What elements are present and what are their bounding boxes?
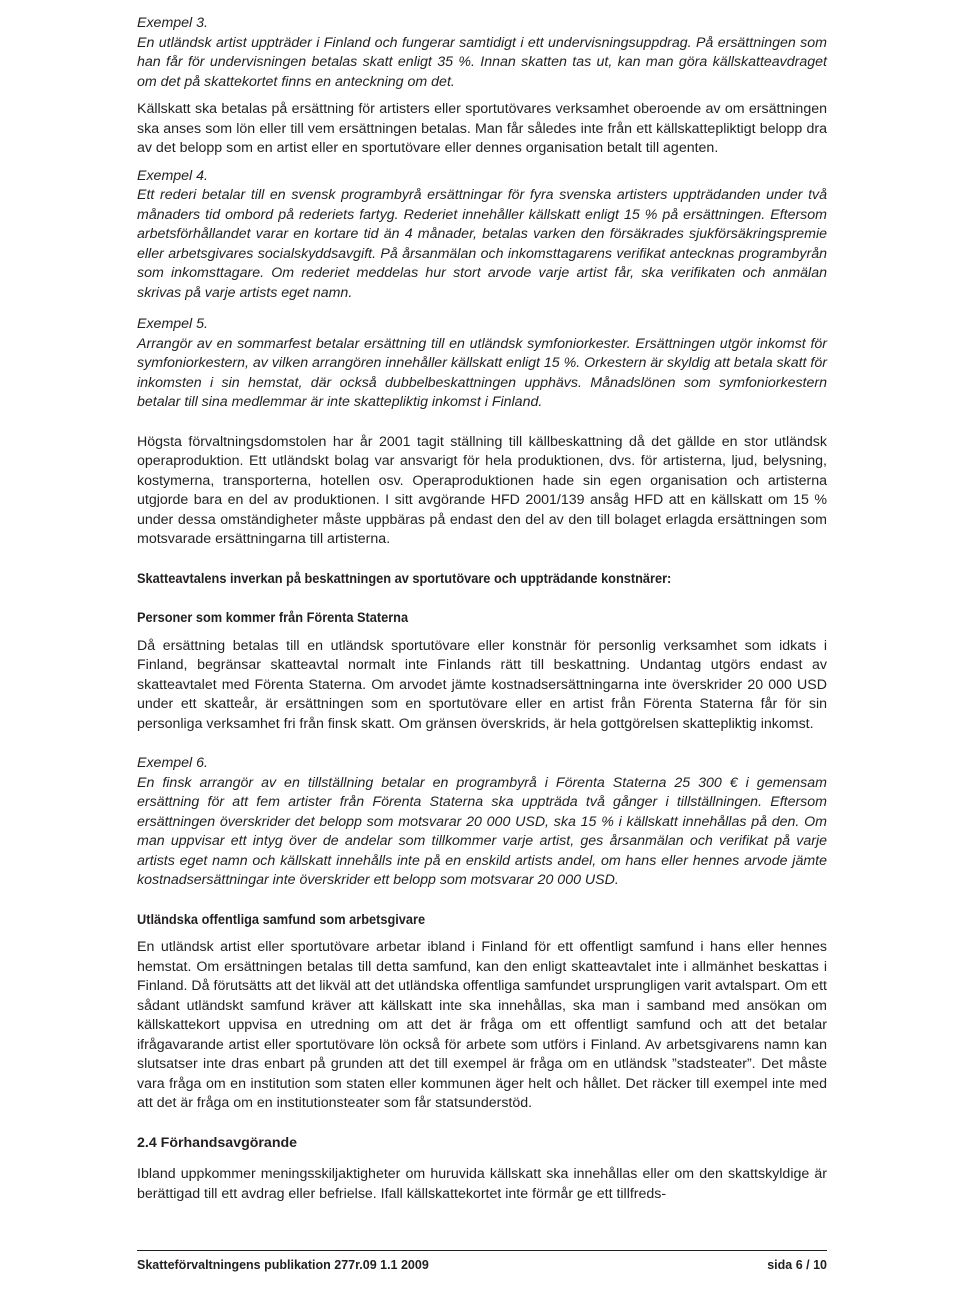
section-2-4-paragraph: Ibland uppkommer meningsskiljaktigheter om huruvida källskatt ska innehållas eller om den skattskyldige är berättigad till ett avdrag eller befrielse. Ifall källskattekortet inte förmår ge ett tillfreds- bbox=[137, 1166, 827, 1202]
section-heading-2-4-text: 2.4 Förhandsavgörande bbox=[137, 1134, 298, 1151]
footer-publication: Skatteförvaltningens publikation 277r.09 1.1 2009 bbox=[137, 1258, 429, 1272]
document-page bbox=[137, 14, 827, 1204]
section-heading-tax-treaties bbox=[137, 570, 827, 590]
hfd-paragraph: Högsta förvaltningsdomstolen har år 2001 tagit ställning till källbeskattning då det gällde en stor utländsk operaproduktion. Ett utländskt bolag var ansvarigt för hela produktionen, dvs. för artisterna, ljud, belysning, kostymerna, transporterna, hotellen osv. Operaproduktionen hade sin egen organisation och artisterna utgjorde bara en del av produktionen. I sitt avgörande HFD 2001/139 ansåg HFD att en källskatt om 15 % under dessa omständigheter måste uppbäras på endast den del av den till bolaget erlagda ersättningen som motsvarade ersättningarna till artisterna. bbox=[137, 433, 827, 547]
example-5-label: Exempel 5. bbox=[137, 316, 208, 332]
example-3-body: Källskatt ska betalas på ersättning för artisters eller sportutövares verksamhet oberoende av om ersättningen ska anses som lön eller till vem ersättningen betalas. Man får således inte från ett källskattepliktigt belopp dra av det belopp som en artist eller en sportutövare eller dennes organisation betalt till agenten. bbox=[137, 101, 827, 156]
section-heading-2-4 bbox=[137, 1134, 827, 1154]
usa-paragraph: Då ersättning betalas till en utländsk sportutövare eller konstnär för personlig verksamhet som idkats i Finland, begränsar skatteavtal normalt inte Finlands rätt till beskattning. Undantag utgörs endast av skatteavtalet med Förenta Staterna. Om arvodet jämte kostnadsersättningarna inte överskrider 20 000 USD under ett skatteår, är ersättningen som en sportutövare eller en artist från Förenta Staterna får för sin personliga verksamhet fri från finsk skatt. Om gränsen överskrids, är hela gottgörelsen skattepliktig inkomst. bbox=[137, 637, 827, 732]
public-entities-paragraph: En utländsk artist eller sportutövare arbetar ibland i Finland för ett offentligt samfund i hans eller hennes hemstat. Om ersättningen betalas till detta samfund, kan den enligt skatteavtalet inte i allmänhet beskattas i Finland. Då förutsätts att det likväl att det utländska offentliga samfundet ursprungligen varit avtalspart. Om ett sådant utländskt samfund kräver att källskatt inte ska innehållas, ska man i samband med ansökan om källskattekort uppvisa en utredning om att det är fråga om ett offentligt samfund och att det betalar ifrågavarande artist eller sportutövare lön också för arbete som utförs i Finland. Av arbetsgivarens namn kan slutsatser inte dras enbart på grunden att det till exempel är fråga om en utländsk ”stadsteater”. Det måste vara fråga om en institution som staten eller kommunen äger helt och hållet. Det räcker till exempel inte med att det är fråga om en institutionsteater som får statsunderstöd. bbox=[137, 939, 827, 1111]
example-6-text: En finsk arrangör av en tillställning betalar en programbyrå i Förenta Staterna 25 300 € i gemensam ersättning för att fem artister från Förenta Staterna ska uppträda två gånger i tillställningen. Eftersom ersättningen överskrider det belopp som motsvarar 20 000 USD, ska 15 % i källskatt innehållas på den. Om man uppvisar ett intyg över de andelar som tillkommer varje artist, ges årsanmälan och verifikat på varje artists eget namn och källskatt innehålls inte på en enskild artists andel, om hans eller hennes arvode jämte kostnadsersättningar inte överskrider ett belopp som motsvarar 20 000 USD. bbox=[137, 774, 827, 888]
example-3-text: En utländsk artist uppträder i Finland och fungerar samtidigt i ett undervisningsuppdrag. På ersättningen som han får för undervisningen betalas skatt enligt 35 %. Innan skatten tas ut, kan man göra källskatteavdraget om det på skattekortet finns en anteckning om det. bbox=[137, 34, 827, 90]
example-3-label: Exempel 3. bbox=[137, 15, 208, 31]
subheading-usa-text: Personer som kommer från Förenta Staterna bbox=[137, 610, 409, 626]
page-footer bbox=[137, 1250, 827, 1272]
subheading-public-entities-text: Utländska offentliga samfund som arbetsgivare bbox=[137, 911, 426, 928]
example-5-text: Arrangör av en sommarfest betalar ersättning till en utländsk symfoniorkester. Ersättningen utgör inkomst för symfoniorkestern, av vilken arrangören innehåller källskatt enligt 15 %. Orkestern är skyldig att betala skatt för inkomsten i sin hemstat, där också dubbelbeskattningen upphävs. Månadslönen som symfoniorkestern betalar till sina medlemmar är inte skattepliktig inkomst i Finland. bbox=[137, 335, 827, 410]
example-4-label: Exempel 4. bbox=[137, 167, 208, 184]
example-4-text: Ett rederi betalar till en svensk programbyrå ersättningar för fyra svenska artisters uppträdanden under två månaders tid ombord på rederiets fartyg. Rederiet innehåller källskatt enligt 15 % på ersättningen. Eftersom arbetsförhållandet varar en kortare tid än 4 månader, betalas varken den försäkrades sjukförsäkringspremie eller arbetsgivares socialskyddsavgift. På årsanmälan och inkomsttagarens verifikat antecknas programbyrån som inkomsttagare. Om rederiet meddelas hur stort arvode varje artist får, ska verifikaten och anmälan skrivas på varje artists eget namn. bbox=[137, 187, 827, 301]
subheading-usa bbox=[137, 609, 827, 629]
footer-page-number: sida 6 / 10 bbox=[767, 1258, 827, 1272]
example-6-label: Exempel 6. bbox=[137, 755, 208, 771]
section-heading-tax-treaties-text: Skatteavtalens inverkan på beskattningen av sportutövare och uppträdande konstnärer: bbox=[137, 570, 672, 587]
subheading-public-entities bbox=[137, 911, 827, 931]
